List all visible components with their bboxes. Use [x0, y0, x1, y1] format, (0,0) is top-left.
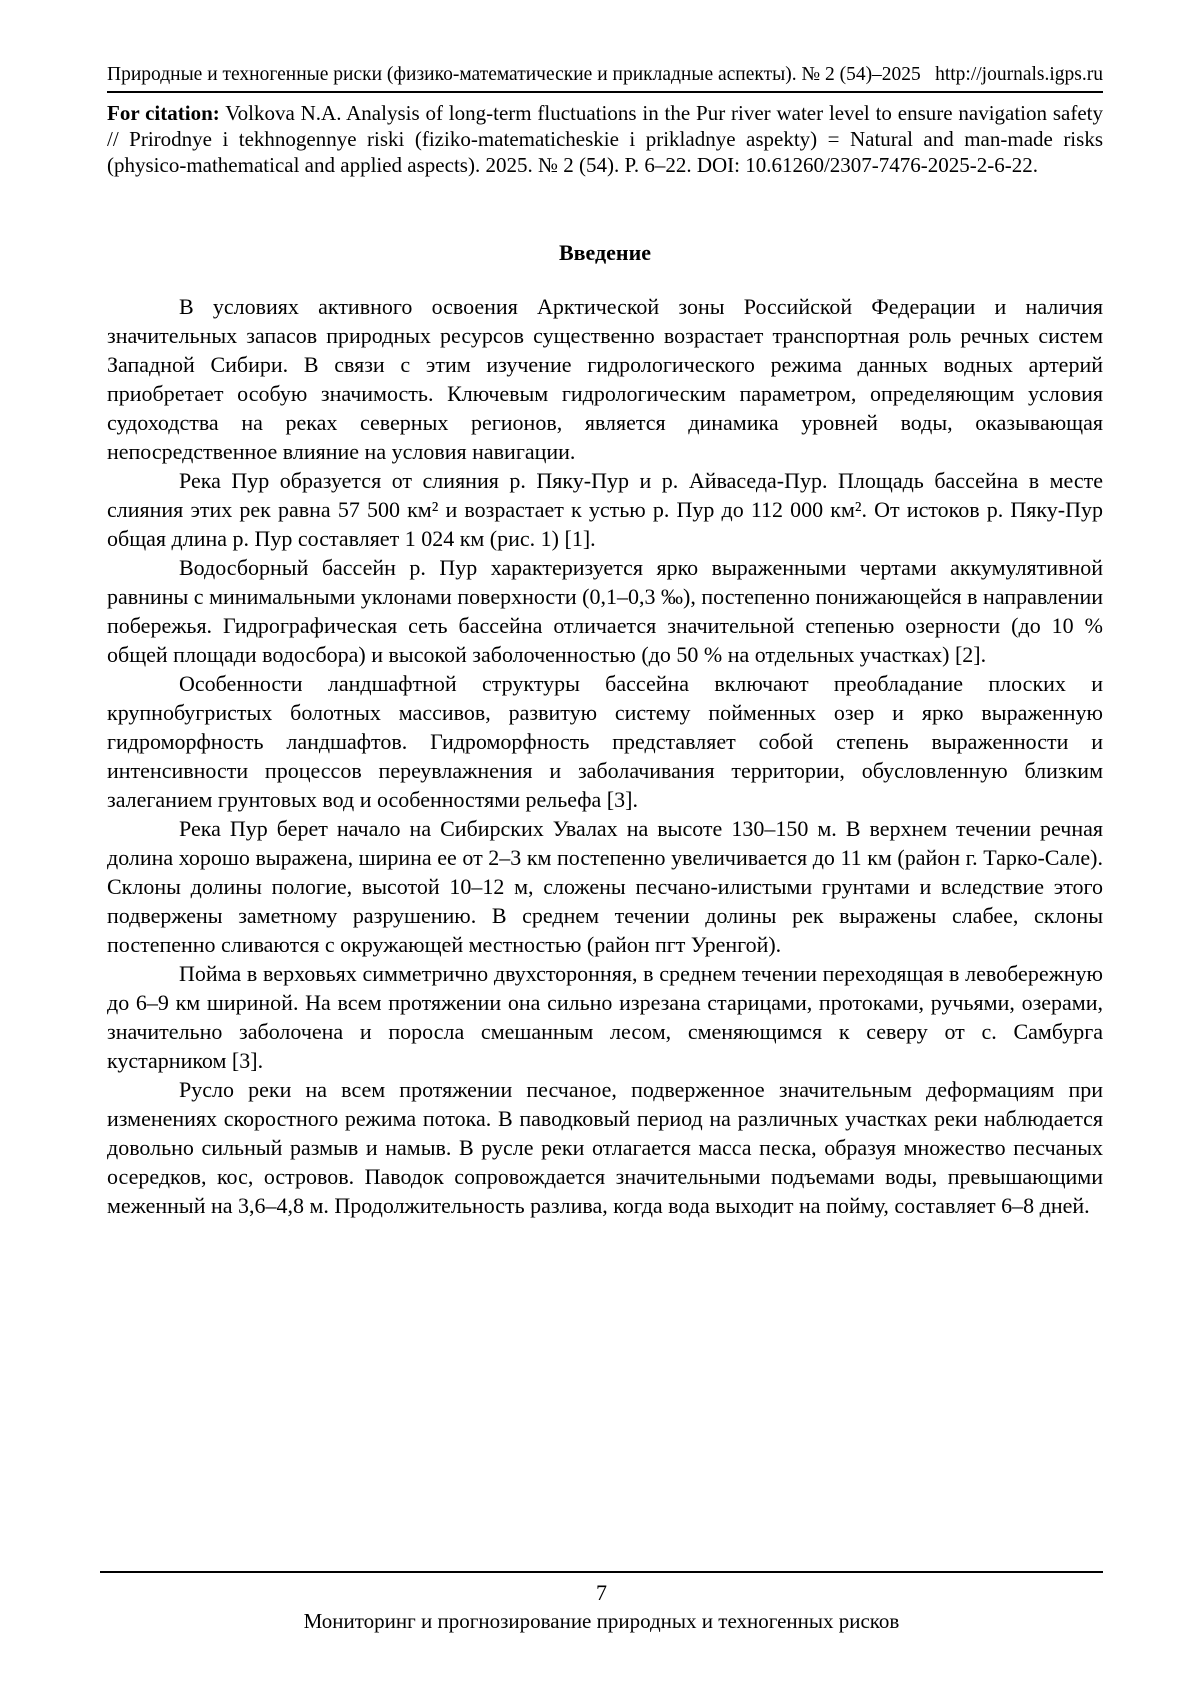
footer-journal-section: Мониторинг и прогнозирование природных и техногенных рисков: [303, 1609, 900, 1633]
paragraph-2: Река Пур образуется от слияния р. Пяку-Пур и р. Айваседа-Пур. Площадь бассейна в месте слияния этих рек равна 57 500 км² и возрастает к устью р. Пур до 112 000 км². От истоков р. Пяку-Пур общая длина р. Пур составляет 1 024 км (рис. 1) [1].: [107, 468, 1103, 551]
paragraph-1: В условиях активного освоения Арктической зоны Российской Федерации и наличия значительных запасов природных ресурсов существенно возрастает транспортная роль речных систем Западной Сибири. В связи с этим изучение гидрологического режима данных водных артерий приобретает особую значимость. Ключевым гидрологическим параметром, определяющим условия судоходства на реках северных регионов, является динамика уровней воды, оказывающая непосредственное влияние на условия навигации.: [107, 294, 1103, 464]
article-body: [107, 292, 1103, 1220]
running-head-line: [107, 62, 1103, 88]
page-footer: [100, 1571, 1103, 1635]
header-rule: [107, 91, 1103, 93]
paragraph-6: Пойма в верховьях симметрично двухсторонняя, в среднем течении переходящая в левобережную до 6–9 км шириной. На всем протяжении она сильно изрезана старицами, протоками, ручьями, озерами, значительно заболочена и поросла смешанным лесом, сменяющимся к северу от с. Самбурга кустарником [3].: [107, 961, 1103, 1073]
for-citation-text: Volkova N.A. Analysis of long-term fluctuations in the Pur river water level to ensure navigation safety // Prirodnye i tekhnogennye riski (fiziko-matematicheskie i prikladnye aspekty) = Natural and man-made risks (physico-mathematical and applied aspects). 2025. № 2 (54). P. 6–22. DOI: 10.61260/2307-7476-2025-2-6-22.: [107, 101, 1103, 177]
journal-title: Природные и техногенные риски (физико-математические и прикладные аспекты). № 2 (54)–2025: [107, 64, 921, 85]
running-head: [107, 62, 1103, 93]
paragraph-4: Особенности ландшафтной структуры бассейна включают преобладание плоских и крупнобугристых болотных массивов, развитую систему пойменных озер и ярко выраженную гидроморфность ландшафтов. Гидроморфность представляет собой степень выраженности и интенсивности процессов переувлажнения и заболачивания территории, обусловленную близким залеганием грунтовых вод и особенностями рельефа [3].: [107, 671, 1103, 812]
paragraph-3: Водосборный бассейн р. Пур характеризуется ярко выраженными чертами аккумулятивной равнины с минимальными уклонами поверхности (0,1–0,3 ‰), постепенно понижающейся в направлении побережья. Гидрографическая сеть бассейна отличается значительной степенью озерности (до 10 % общей площади водосбора) и высокой заболоченностью (до 50 % на отдельных участках) [2].: [107, 555, 1103, 667]
for-citation-paragraph: [107, 100, 1103, 178]
journal-url: http://journals.igps.ru: [935, 64, 1103, 85]
paragraph-5: Река Пур берет начало на Сибирских Увалах на высоте 130–150 м. В верхнем течении речная долина хорошо выражена, ширина ее от 2–3 км постепенно увеличивается до 11 км (район г. Тарко-Сале). Склоны долины пологие, высотой 10–12 м, сложены песчано-илистыми грунтами и вследствие этого подвержены заметному разрушению. В среднем течении долины рек выражены слабее, склоны постепенно сливаются с окружающей местностью (район пгт Уренгой).: [107, 816, 1103, 957]
page-number: 7: [596, 1580, 607, 1605]
paragraph-7: Русло реки на всем протяжении песчаное, подверженное значительным деформациям при изменениях скоростного режима потока. В паводковый период на различных участках реки наблюдается довольно сильный размыв и намыв. В русле реки отлагается масса песка, образуя множество песчаных осередков, кос, островов. Паводок сопровождается значительными подъемами воды, превышающими меженный на 3,6–4,8 м. Продолжительность разлива, когда вода выходит на пойму, составляет 6–8 дней.: [107, 1077, 1103, 1218]
section-heading-introduction: Введение: [558, 240, 652, 265]
for-citation-label: For citation:: [107, 101, 220, 125]
footer-rule: [100, 1571, 1103, 1573]
